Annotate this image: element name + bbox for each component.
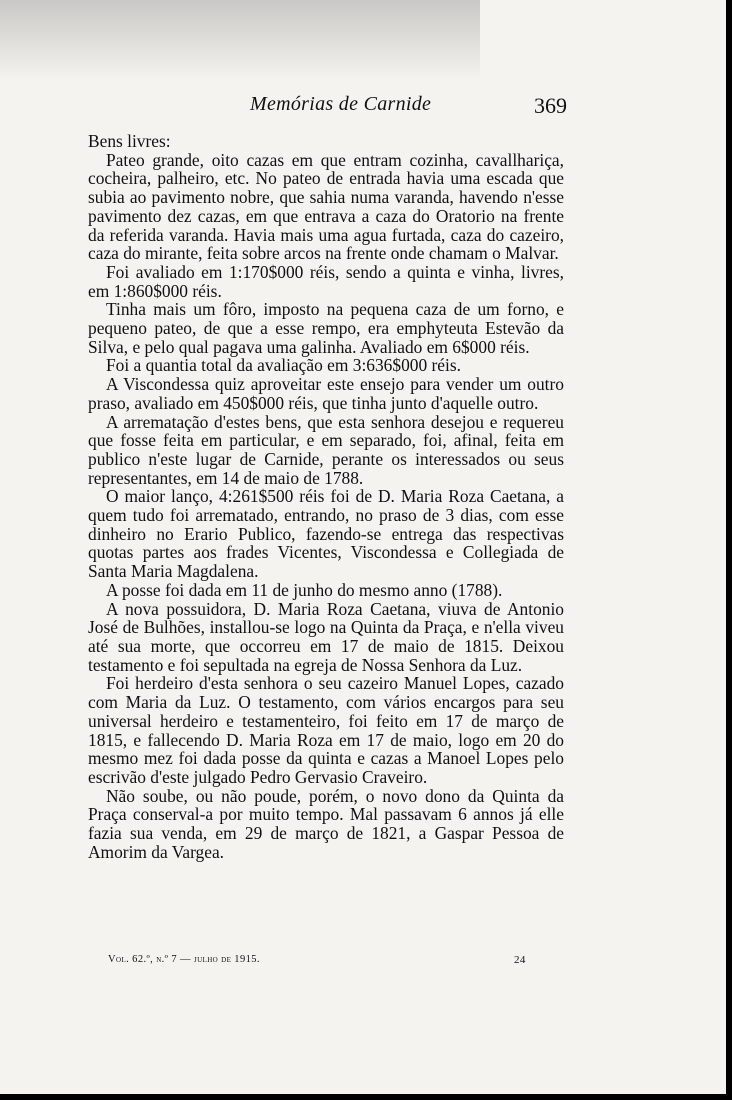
paragraph: O maior lanço, 4:261$500 réis foi de D. Maria Roza Caetana, a quem tudo foi arrematado, entrando, no praso de 3 dias, com esse dinheiro no Erario Publico, fazendo-se entrega das respectivas quotas partes aos frades Vicentes, Viscondessa e Collegiada de Santa Maria Magdalena. — [88, 486, 564, 582]
paragraph: Foi herdeiro d'esta senhora o seu cazeiro Manuel Lopes, cazado com Maria da Luz. O testamento, com vários encargos para seu universal herdeiro e testamenteiro, foi feito em 17 de março de 1815, e fallecendo D. Maria Roza em 17 de maio, logo em 20 do mesmo mez foi dada posse da quinta e cazas a Manoel Lopes pelo escrivão d'este julgado Pedro Gervasio Craveiro. — [88, 673, 564, 787]
paragraph: Não soube, ou não poude, porém, o novo dono da Quinta da Praça conserval-a por muito tempo. Mal passavam 6 annos já elle fazia sua venda, em 29 de março de 1821, a Gaspar Pessoa de Amorim da Vargea. — [88, 785, 564, 862]
paragraph: A nova possuidora, D. Maria Roza Caetana, viuva de Antonio José de Bulhões, installou-se logo na Quinta da Praça, e n'ella viveu até sua morte, que occorreu em 17 de maio de 1815. Deixou testamento e foi sepultada na egreja de Nossa Senhora da Luz. — [88, 598, 564, 675]
paragraph: A arrematação d'estes bens, que esta senhora desejou e requereu que fosse feita em particular, e em separado, foi, afinal, feita em publico n'este lugar de Carnide, perante os interessados ou seus representantes, em 14 de maio de 1788. — [88, 411, 564, 488]
scan-shadow — [0, 0, 480, 80]
page-number: 369 — [534, 93, 567, 118]
paragraph: Foi a quantia total da avaliação em 3:636$000 réis. — [106, 355, 461, 376]
paragraph: A posse foi dada em 11 de junho do mesmo anno (1788). — [106, 579, 503, 600]
running-title: Memórias de Carnide — [250, 93, 432, 115]
signature-mark: 24 — [514, 954, 526, 966]
paragraph: A Viscondessa quiz aproveitar este ensejo para vender um outro praso, avaliado em 450$000 réis, que tinha junto d'aquelle outro. — [88, 374, 564, 413]
paragraph: Pateo grande, oito cazas em que entram cozinha, cavallhariça, cocheira, palheiro, etc. No pateo de entrada havia uma escada que subia ao pavimento nobre, que sahia numa varanda, havendo n'esse pavimento dez cazas, em que entrava a caza do Oratorio na frente da referida varanda. Havia mais uma agua furtada, caza do cazeiro, caza do mirante, feita sobre arcos na frente onde chamam o Malvar. — [88, 149, 564, 264]
page-footer — [0, 954, 726, 974]
issue-line: Vol. 62.º, n.º 7 — julho de 1915. — [108, 954, 260, 965]
paragraph-bens-livres: Bens livres: — [88, 131, 171, 151]
paragraph: Foi avaliado em 1:170$000 réis, sendo a quinta e vinha, livres, em 1:860$000 réis. — [88, 261, 564, 301]
paragraph: Tinha mais um fôro, imposto na pequena caza de um forno, e pequeno pateo, de que a esse rempo, era emphyteuta Estevão da Silva, e pelo qual pagava uma galinha. Avaliado em 6$000 réis. — [88, 299, 564, 357]
body-text — [88, 132, 564, 861]
page-header — [0, 93, 726, 123]
